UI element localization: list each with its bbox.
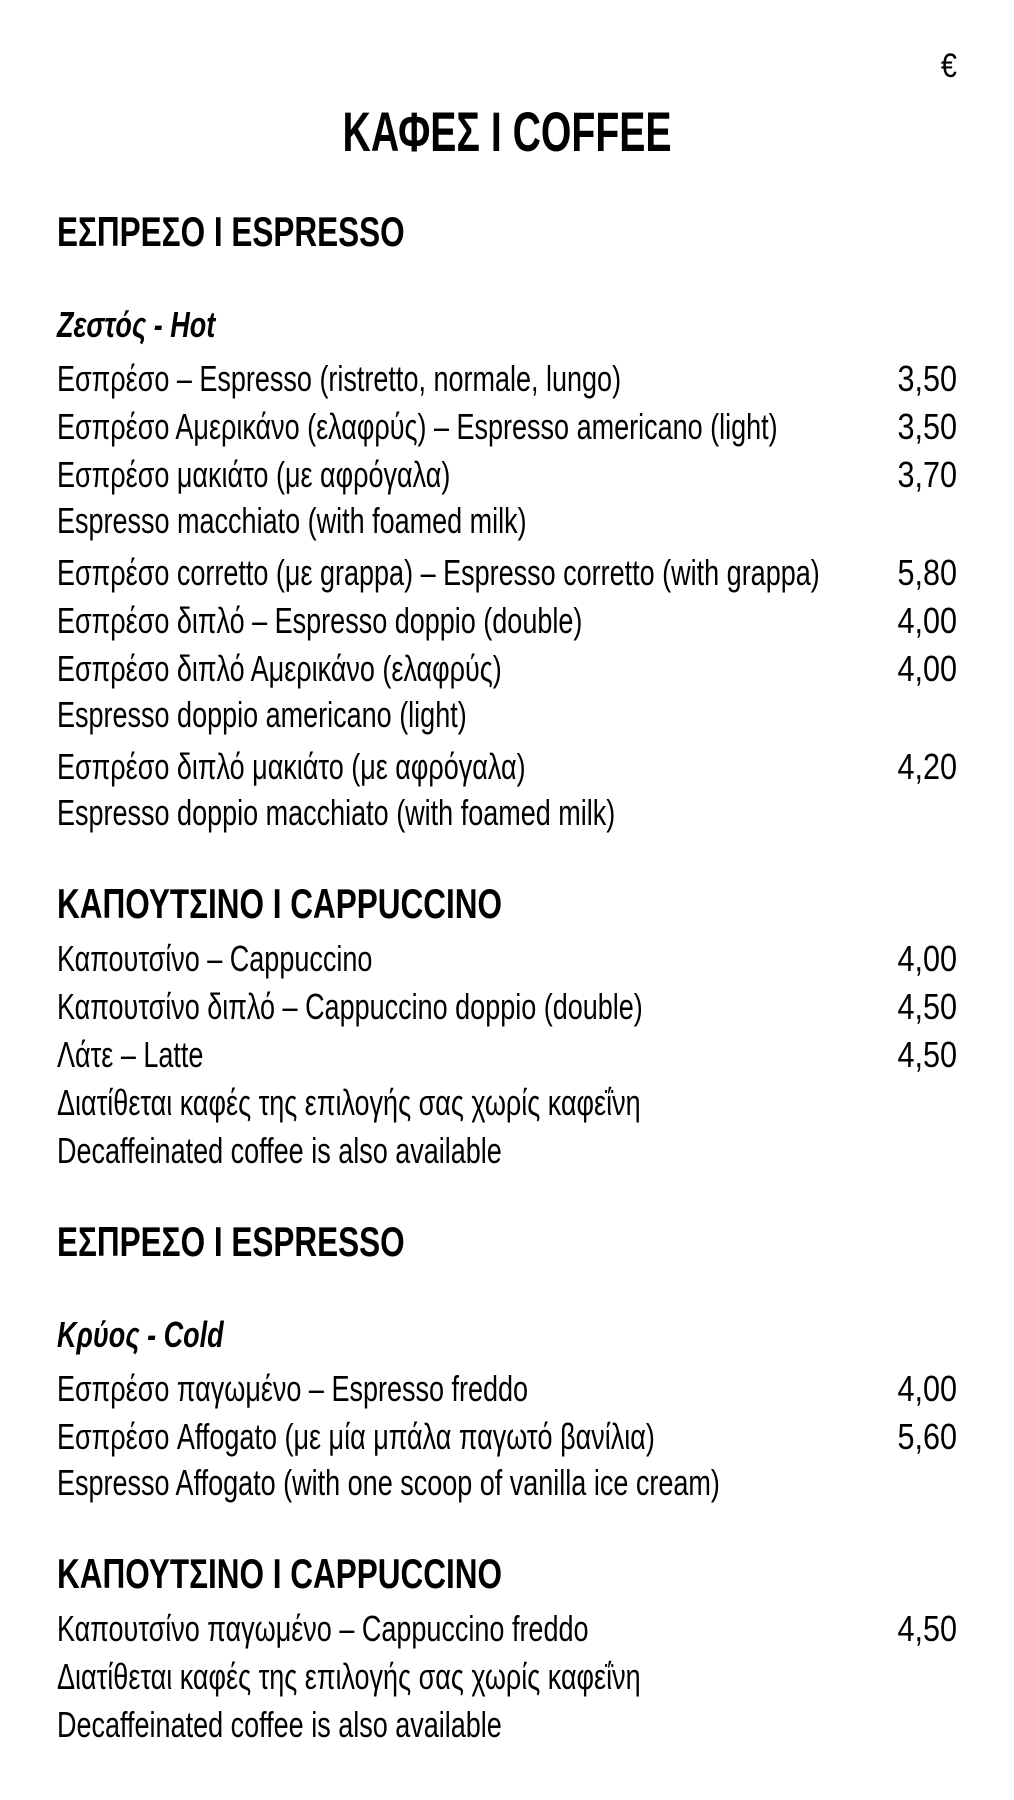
menu-item-row <box>57 550 957 596</box>
subsection-heading-text: Κρύος - Cold <box>57 1314 224 1355</box>
item-name-text: Decaffeinated coffee is also available <box>57 1704 502 1745</box>
item-name-text: Εσπρέσο Αμερικάνο (ελαφρύς) – Espresso americano (light) <box>57 406 778 447</box>
item-name-line-1 <box>57 404 837 450</box>
item-name-secondary-text: Espresso macchiato (with foamed milk) <box>57 500 527 541</box>
item-name <box>57 1080 837 1126</box>
item-name <box>57 1414 837 1506</box>
item-name-line-1 <box>57 1654 837 1700</box>
item-price-text: 4,00 <box>897 600 957 641</box>
item-name-text: Λάτε – Latte <box>57 1034 204 1075</box>
item-name-line-1 <box>57 984 837 1030</box>
menu-item-row <box>57 1606 957 1652</box>
item-list <box>57 1366 957 1506</box>
item-name-line-1 <box>57 598 837 644</box>
item-price-text: 4,00 <box>897 1368 957 1409</box>
item-name-line-1 <box>57 356 837 402</box>
item-name-secondary-text: Espresso Affogato (with one scoop of vanilla ice cream) <box>57 1462 720 1503</box>
item-name-line-1 <box>57 646 837 692</box>
menu-section <box>57 880 957 1174</box>
currency-row <box>57 46 957 86</box>
item-name-text: Καπουτσίνο παγωμένο – Cappuccino freddo <box>57 1608 589 1649</box>
section-heading-text: ΕΣΠΡΕΣΟ Ι ESPRESSO <box>57 1218 405 1265</box>
item-name <box>57 598 837 644</box>
item-price <box>837 1606 957 1652</box>
currency-symbol: € <box>940 47 957 85</box>
item-price-text: 4,00 <box>897 648 957 689</box>
menu-section <box>57 208 957 836</box>
item-name-text: Καπουτσίνο διπλό – Cappuccino doppio (double) <box>57 986 643 1027</box>
item-name <box>57 646 837 738</box>
item-price <box>837 984 957 1030</box>
section-heading <box>57 1550 957 1598</box>
item-name <box>57 744 837 836</box>
menu-item-row <box>57 1414 957 1506</box>
item-name-line-2 <box>57 692 837 738</box>
item-name-text: Καπουτσίνο – Cappuccino <box>57 938 373 979</box>
item-name-text: Εσπρέσο μακιάτο (με αφρόγαλα) <box>57 454 451 495</box>
item-price <box>837 744 957 790</box>
item-name-text: Εσπρέσο corretto (με grappa) – Espresso corretto (with grappa) <box>57 552 820 593</box>
item-name-text: Εσπρέσο – Espresso (ristretto, normale, lungo) <box>57 358 622 399</box>
item-price <box>837 1414 957 1460</box>
item-name <box>57 984 837 1030</box>
item-name <box>57 1702 837 1748</box>
item-price-text: 5,80 <box>897 552 957 593</box>
note-line <box>57 1128 957 1174</box>
section-heading <box>57 880 957 928</box>
item-list <box>57 356 957 836</box>
subsection-heading <box>57 302 957 348</box>
section-heading-text: ΕΣΠΡΕΣΟ Ι ESPRESSO <box>57 208 405 255</box>
item-name-line-1 <box>57 550 837 596</box>
subsection-heading-text: Ζεστός - Hot <box>57 304 216 345</box>
section-heading <box>57 208 957 256</box>
note-line <box>57 1080 957 1126</box>
item-list <box>57 1606 957 1748</box>
item-price-text: 4,00 <box>897 938 957 979</box>
item-name-line-1 <box>57 1606 837 1652</box>
item-price <box>837 404 957 450</box>
item-name-text: Εσπρέσο Affogato (με μία μπάλα παγωτό βανίλια) <box>57 1416 655 1457</box>
item-price-text: 4,50 <box>897 1608 957 1649</box>
item-name-text: Εσπρέσο διπλό – Espresso doppio (double) <box>57 600 583 641</box>
item-name-line-2 <box>57 498 837 544</box>
menu-item-row <box>57 404 957 450</box>
subsection-heading <box>57 1312 957 1358</box>
menu-item-row <box>57 936 957 982</box>
item-price <box>837 550 957 596</box>
item-name-secondary-text: Espresso doppio americano (light) <box>57 694 467 735</box>
item-name-line-1 <box>57 1032 837 1078</box>
item-name-secondary-text: Espresso doppio macchiato (with foamed milk) <box>57 792 616 833</box>
item-name-line-1 <box>57 452 837 498</box>
item-name-text: Decaffeinated coffee is also available <box>57 1130 502 1171</box>
item-name-line-1 <box>57 1702 837 1748</box>
item-name <box>57 452 837 544</box>
menu-sections <box>57 208 957 1748</box>
page-title: ΚΑΦΕΣ Ι COFFEE <box>342 100 672 163</box>
item-price-text: 4,50 <box>897 1034 957 1075</box>
menu-item-row <box>57 356 957 402</box>
item-price <box>837 646 957 692</box>
note-line <box>57 1654 957 1700</box>
menu-item-row <box>57 1366 957 1412</box>
section-heading-text: ΚΑΠΟΥΤΣΙΝΟ Ι CAPPUCCINO <box>57 1550 503 1597</box>
menu-item-row <box>57 452 957 544</box>
menu-item-row <box>57 984 957 1030</box>
item-name-line-2 <box>57 790 837 836</box>
item-price-text: 4,20 <box>897 746 957 787</box>
item-name-line-1 <box>57 1366 837 1412</box>
item-name-line-1 <box>57 1414 837 1460</box>
item-name-line-1 <box>57 1080 837 1126</box>
menu-item-row <box>57 598 957 644</box>
item-price-text: 4,50 <box>897 986 957 1027</box>
item-price <box>837 356 957 402</box>
item-name-text: Εσπρέσο διπλό μακιάτο (με αφρόγαλα) <box>57 746 526 787</box>
item-name <box>57 550 837 596</box>
item-name-line-2 <box>57 1460 837 1506</box>
item-price-text: 5,60 <box>897 1416 957 1457</box>
menu-item-row <box>57 744 957 836</box>
item-price-text: 3,50 <box>897 358 957 399</box>
item-name-text: Εσπρέσο διπλό Αμερικάνο (ελαφρύς) <box>57 648 502 689</box>
item-price <box>837 452 957 498</box>
item-name-text: Διατίθεται καφές της επιλογής σας χωρίς καφεΐνη <box>57 1656 641 1697</box>
item-name <box>57 1128 837 1174</box>
note-line <box>57 1702 957 1748</box>
section-heading <box>57 1218 957 1266</box>
item-price <box>837 936 957 982</box>
item-name-text: Εσπρέσο παγωμένο – Espresso freddo <box>57 1368 529 1409</box>
item-list <box>57 936 957 1174</box>
item-name <box>57 1366 837 1412</box>
item-name-line-1 <box>57 744 837 790</box>
menu-item-row <box>57 1032 957 1078</box>
item-price-text: 3,50 <box>897 406 957 447</box>
item-price-text: 3,70 <box>897 454 957 495</box>
item-name <box>57 1606 837 1652</box>
item-name <box>57 1654 837 1700</box>
item-price <box>837 1366 957 1412</box>
menu-section <box>57 1218 957 1506</box>
item-name-text: Διατίθεται καφές της επιλογής σας χωρίς καφεΐνη <box>57 1082 641 1123</box>
item-name <box>57 404 837 450</box>
menu-item-row <box>57 646 957 738</box>
item-price <box>837 1032 957 1078</box>
section-heading-text: ΚΑΠΟΥΤΣΙΝΟ Ι CAPPUCCINO <box>57 880 503 927</box>
item-name <box>57 1032 837 1078</box>
item-name <box>57 356 837 402</box>
item-name-line-1 <box>57 936 837 982</box>
item-name-line-1 <box>57 1128 837 1174</box>
menu-section <box>57 1550 957 1748</box>
item-name <box>57 936 837 982</box>
item-price <box>837 598 957 644</box>
